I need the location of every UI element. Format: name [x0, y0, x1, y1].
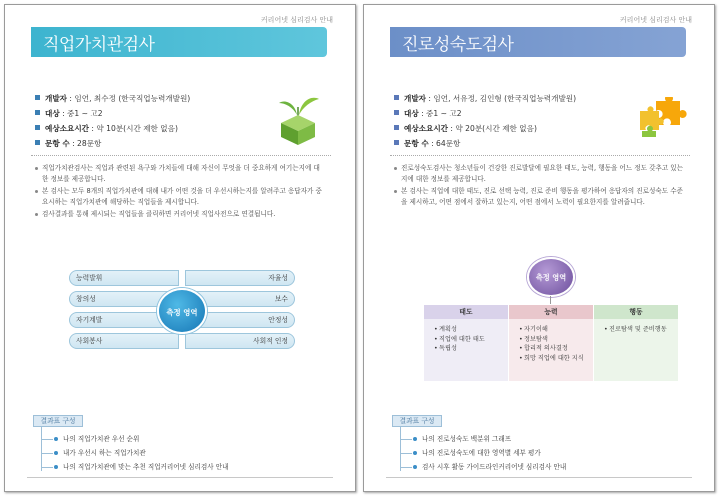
- info-row: [35, 106, 190, 121]
- results-tag: 결과표 구성: [392, 415, 442, 427]
- info-value: : 중1 ~ 고2: [418, 109, 462, 118]
- diagram-column-header: 능력: [509, 305, 593, 319]
- info-value: : 중1 ~ 고2: [59, 109, 103, 118]
- info-value: : 약 20분(시간 제한 없음): [448, 124, 537, 133]
- info-row: [35, 136, 190, 151]
- diagram-column-header: 행동: [594, 305, 678, 319]
- diagram-cell: 사회적 인정: [185, 333, 295, 349]
- results-item: 나의 진로성숙도 백분위 그래프: [400, 433, 511, 445]
- diagram-cell: 안정성: [185, 312, 295, 328]
- info-row: [394, 136, 576, 151]
- results-item: 내가 우선시 하는 직업가치관: [41, 447, 146, 459]
- diagram-item: • 희망 직업에 대한 지식: [519, 354, 589, 364]
- right-page: [363, 4, 715, 492]
- description-item: 검사결과를 통해 제시되는 직업들을 클릭하면 커리어넷 직업사전으로 연결됩니다.: [35, 209, 325, 220]
- info-key: 문항 수: [404, 139, 429, 148]
- description-item: 본 검사는 직업에 대한 태도, 진로 선택 능력, 진로 준비 행동을 평가하여 응답자의 진로성숙도 수준을 제시하고, 어떤 점에서 잘하고 있는지, 어떤 점에서 노력이 필요한지를 알려줍니다.: [394, 186, 684, 208]
- diagram-item: • 정보탐색: [519, 335, 589, 345]
- diagram-center: [527, 257, 575, 297]
- description-item: 본 검사는 모두 8개의 직업가치관에 대해 내가 어떤 것을 더 우선시하는지를 알려주고 응답자가 중요시하는 직업가치관에 해당하는 직업들을 제시합니다.: [35, 186, 325, 208]
- info-key: 개발자: [45, 94, 68, 103]
- diagram-column: [594, 305, 678, 381]
- info-row: [394, 106, 576, 121]
- results-tag: 결과표 구성: [33, 415, 83, 427]
- diagram-column: [424, 305, 508, 381]
- diagram-column-body: [424, 319, 508, 381]
- diagram-cell: 사회봉사: [69, 333, 179, 349]
- bullet-square-icon: [394, 95, 399, 100]
- diagram-column-body: [594, 319, 678, 381]
- diagram-item: • 합리적 의사결정: [519, 344, 589, 354]
- diagram-cell: 보수: [185, 291, 295, 307]
- plant-cube-icon: [273, 89, 323, 145]
- info-row: [35, 121, 190, 136]
- bullet-square-icon: [394, 140, 399, 145]
- info-key: 대상: [45, 109, 60, 118]
- diagram-item: • 직업에 대한 태도: [434, 335, 504, 345]
- info-row: [394, 121, 576, 136]
- info-value: : 64문항: [428, 139, 461, 148]
- diagram-column-body: [509, 319, 593, 381]
- results-item: 나의 직업가치관에 맞는 추천 직업커리어넷 심리검사 안내: [41, 461, 228, 473]
- diagram-center: [157, 288, 207, 334]
- info-row: [35, 91, 190, 106]
- divider: [386, 477, 692, 478]
- page-title: 진로성숙도검사: [402, 35, 514, 55]
- info-key: 문항 수: [45, 139, 70, 148]
- divider: [390, 155, 690, 156]
- diagram-center-label: 측정 영역: [166, 308, 198, 317]
- page-title: 직업가치관검사: [43, 35, 155, 55]
- description-item: 진로성숙도검사는 청소년들이 건강한 진로발달에 필요한 태도, 능력, 행동을 어느 정도 갖추고 있는지에 대한 정보를 제공합니다.: [394, 163, 684, 185]
- results-item: 검사 시후 활동 가이드라인커리어넷 심리검사 안내: [400, 461, 566, 473]
- diagram-cell: 자율성: [185, 270, 295, 286]
- description-list: [394, 163, 684, 209]
- results-item: 나의 진로성숙도에 대한 영역별 세부 평가: [400, 447, 541, 459]
- bullet-square-icon: [394, 110, 399, 115]
- diagram-column-header: 태도: [424, 305, 508, 319]
- diagram-item: • 계획성: [434, 325, 504, 335]
- info-key: 예상소요시간: [45, 124, 90, 133]
- diagram-cell: 자기계발: [69, 312, 179, 328]
- info-list: [394, 91, 576, 151]
- diagram-item: • 독립성: [434, 344, 504, 354]
- results-item: 나의 직업가치관 우선 순위: [41, 433, 139, 445]
- info-value: : 약 10분(시간 제한 없음): [89, 124, 178, 133]
- bullet-square-icon: [35, 95, 40, 100]
- info-row: [394, 91, 576, 106]
- diagram-item: • 자기이해: [519, 325, 589, 335]
- puzzle-pieces-icon: [636, 97, 692, 143]
- running-head: 커리어넷 심리검사 안내: [260, 16, 333, 24]
- bullet-square-icon: [35, 110, 40, 115]
- title-bar: [390, 27, 686, 57]
- info-key: 예상소요시간: [404, 124, 449, 133]
- info-value: : 임언, 최수정 (한국직업능력개발원): [67, 94, 191, 103]
- description-item: 직업가치관검사는 직업과 관련된 욕구와 가치들에 대해 자신이 무엇을 더 중요하게 여기는지에 대한 정보를 제공합니다.: [35, 163, 325, 185]
- diagram-item: • 진로탐색 및 준비행동: [604, 325, 674, 335]
- divider: [27, 477, 333, 478]
- description-list: [35, 163, 325, 221]
- divider: [31, 155, 331, 156]
- diagram-center-label: 측정 영역: [535, 273, 567, 282]
- bullet-square-icon: [394, 125, 399, 130]
- left-page: [4, 4, 356, 492]
- info-key: 대상: [404, 109, 419, 118]
- diagram-cell: 창의성: [69, 291, 179, 307]
- diagram-connector: [550, 296, 551, 304]
- info-value: : 임언, 서유정, 김인형 (한국직업능력개발원): [426, 94, 577, 103]
- running-head: 커리어넷 심리검사 안내: [619, 16, 692, 24]
- bullet-square-icon: [35, 125, 40, 130]
- bullet-square-icon: [35, 140, 40, 145]
- info-list: [35, 91, 190, 151]
- diagram-cell: 능력발휘: [69, 270, 179, 286]
- diagram-column: [509, 305, 593, 381]
- measure-area-diagram: [69, 270, 295, 350]
- title-bar: [31, 27, 327, 57]
- info-value: : 28문항: [69, 139, 102, 148]
- info-key: 개발자: [404, 94, 427, 103]
